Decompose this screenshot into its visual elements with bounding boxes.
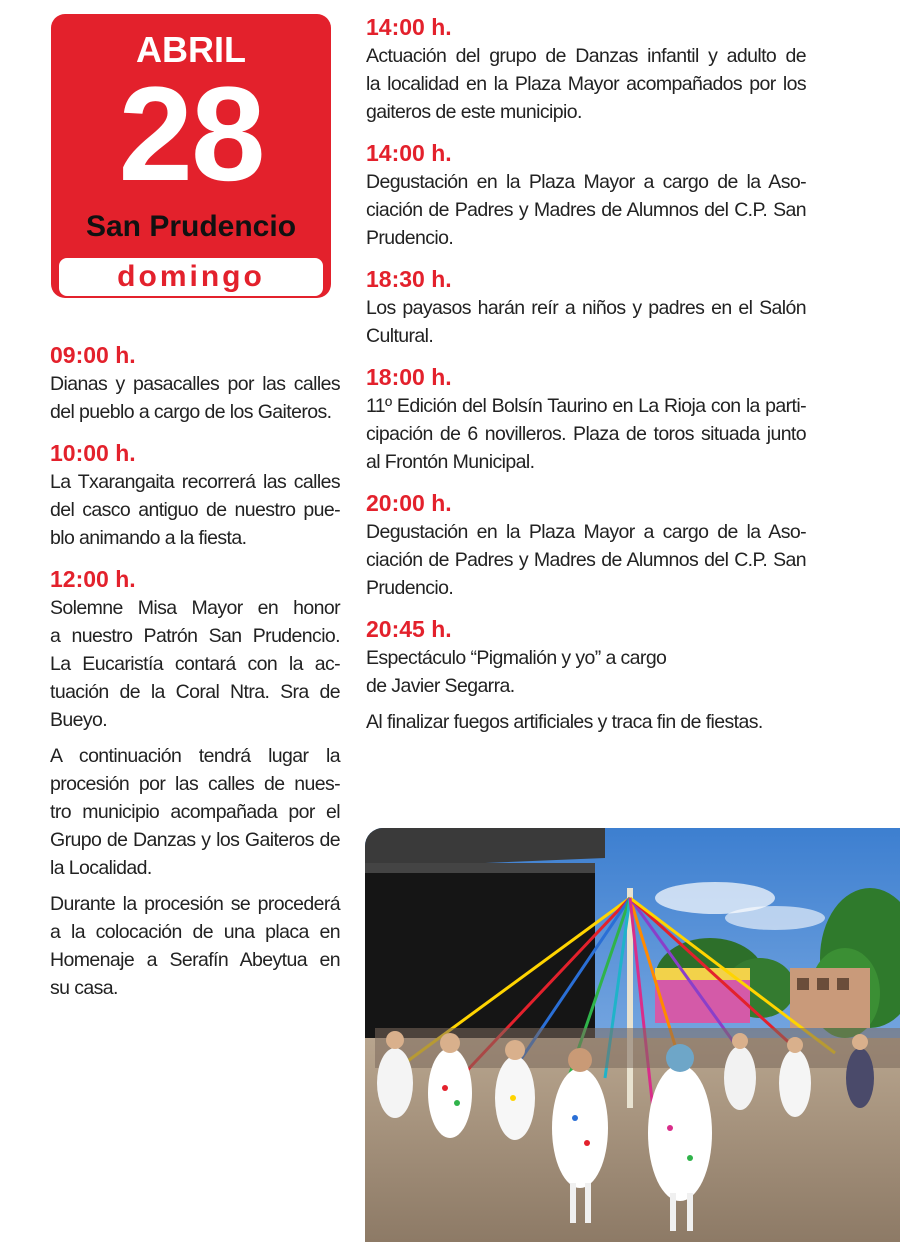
text-line: Cultural. (366, 325, 434, 347)
event-block (366, 614, 806, 736)
date-weekday: domingo (117, 260, 265, 293)
text-line: Los payasos harán reír a niños y padres en el Salón (366, 297, 806, 319)
event-time: 14:00 h. (366, 140, 452, 166)
text-line: Prudencio. (366, 577, 454, 599)
event-time: 12:00 h. (50, 566, 136, 592)
text-line: la Localidad. (50, 857, 152, 879)
text-line: tro municipio acompañada por el (50, 801, 340, 823)
event-time: 20:45 h. (366, 616, 452, 642)
text-line: La Txarangaita recorrerá las calles (50, 471, 340, 493)
text-line: Prudencio. (366, 227, 454, 249)
event-time: 10:00 h. (50, 440, 136, 466)
event-time: 20:00 h. (366, 490, 452, 516)
text-line: Durante la procesión se procederá (50, 893, 340, 915)
text-line: a nuestro Patrón San Prudencio. (50, 625, 340, 647)
event-description (366, 42, 806, 126)
event-block (50, 438, 340, 552)
event-description (50, 468, 340, 552)
text-line: 11º Edición del Bolsín Taurino en La Rioja con la parti- (366, 395, 806, 417)
event-block (366, 138, 806, 252)
date-card (51, 14, 331, 298)
text-line: ciación de Padres y Madres de Alumnos del C.P. San (366, 199, 806, 221)
date-month: ABRIL (136, 29, 246, 70)
text-line: Grupo de Danzas y los Gaiteros de (50, 829, 340, 851)
left-schedule-column (50, 340, 340, 1014)
text-line: Espectáculo “Pigmalión y yo” a cargo (366, 647, 667, 669)
text-line: tuación de la Coral Ntra. Sra de (50, 681, 340, 703)
text-line: Degustación en la Plaza Mayor a cargo de la Aso- (366, 171, 806, 193)
event-description (366, 518, 806, 602)
event-description-extra (50, 742, 340, 882)
event-description (50, 594, 340, 734)
weekday-box (59, 258, 323, 296)
event-block (50, 340, 340, 426)
event-time: 14:00 h. (366, 14, 452, 40)
text-line: del casco antiguo de nuestro pue- (50, 499, 340, 521)
event-block (366, 488, 806, 602)
text-line: gaiteros de este municipio. (366, 101, 582, 123)
event-time: 18:00 h. (366, 364, 452, 390)
text-line: Actuación del grupo de Danzas infantil y adulto de (366, 45, 806, 67)
date-saint: San Prudencio (85, 210, 297, 243)
event-description (366, 644, 806, 700)
text-line: Dianas y pasacalles por las calles (50, 373, 340, 395)
text-line: del pueblo a cargo de los Gaiteros. (50, 401, 332, 423)
right-schedule-column (366, 12, 806, 748)
event-description-extra (50, 890, 340, 1002)
text-line: La Eucaristía contará con la ac- (50, 653, 340, 675)
text-line: A continuación tendrá lugar la (50, 745, 340, 767)
text-line: Bueyo. (50, 709, 108, 731)
text-line: la localidad en la Plaza Mayor acompañados por los (366, 73, 806, 95)
photo-illustration (365, 828, 900, 1242)
text-line: Homenaje a Serafín Abeytua en (50, 949, 340, 971)
event-description (366, 294, 806, 350)
event-time: 09:00 h. (50, 342, 136, 368)
event-time: 18:30 h. (366, 266, 452, 292)
text-line: Solemne Misa Mayor en honor (50, 597, 340, 619)
text-line: Degustación en la Plaza Mayor a cargo de la Aso- (366, 521, 806, 543)
text-line: de Javier Segarra. (366, 675, 515, 697)
text-line: al Frontón Municipal. (366, 451, 535, 473)
event-block (366, 362, 806, 476)
maypole-dance-photo (365, 828, 900, 1242)
event-block (50, 564, 340, 1002)
text-line: Al finalizar fuegos artificiales y traca fin de fiestas. (366, 711, 763, 733)
event-block (366, 264, 806, 350)
event-description (366, 392, 806, 476)
text-line: cipación de 6 novilleros. Plaza de toros situada junto (366, 423, 806, 445)
event-block (366, 12, 806, 126)
event-description (366, 168, 806, 252)
event-description-extra (366, 708, 806, 736)
event-description (50, 370, 340, 426)
text-line: blo animando a la fiesta. (50, 527, 247, 549)
text-line: procesión por las calles de nues- (50, 773, 340, 795)
text-line: ciación de Padres y Madres de Alumnos del C.P. San (366, 549, 806, 571)
date-day: 28 (118, 60, 264, 209)
text-line: su casa. (50, 977, 118, 999)
text-line: a la colocación de una placa en (50, 921, 340, 943)
